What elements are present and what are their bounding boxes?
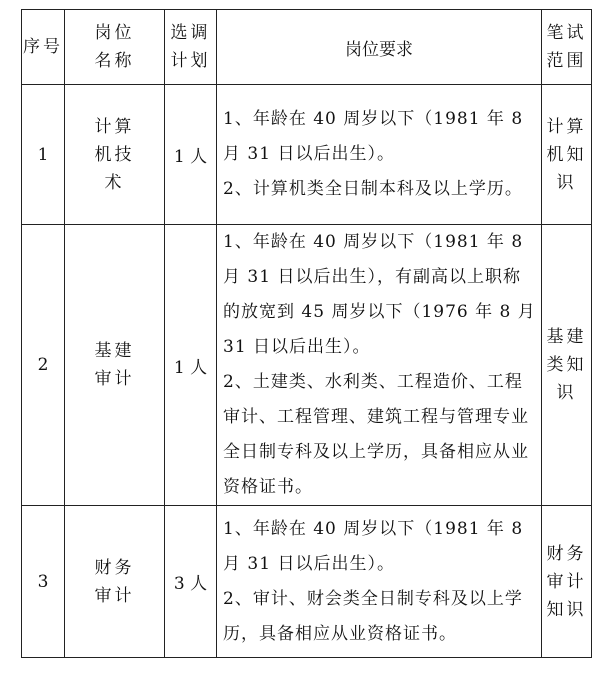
position-name: 财务审计	[65, 506, 165, 658]
requirement-line: 2、土建类、水利类、工程造价、工程审计、工程管理、建筑工程与管理专业全日制专科及以上学历，具备相应从业资格证书。	[223, 372, 529, 497]
requirement-line: 2、计算机类全日制本科及以上学历。	[223, 179, 523, 199]
position-name: 计算机技术	[65, 85, 165, 225]
requirement-line: 1、年龄在 40 周岁以下（1981 年 8 月 31 日以后出生），有副高以上职称的放宽到 45 周岁以下（1976 年 8 月 31 日以后出生）。	[223, 232, 536, 357]
header-exam: 笔试范围	[542, 10, 592, 85]
header-requirements: 岗位要求	[217, 10, 542, 85]
requirements-cell	[217, 225, 542, 506]
table-row	[22, 225, 592, 506]
exam-scope: 基建类知识	[542, 225, 592, 506]
table-row	[22, 506, 592, 658]
requirement-line: 1、年龄在 40 周岁以下（1981 年 8 月 31 日以后出生）。	[223, 109, 524, 164]
table-header-row	[22, 10, 592, 85]
header-no: 序号	[22, 10, 65, 85]
plan-count: 1 人	[165, 225, 217, 506]
positions-table	[21, 9, 592, 658]
exam-scope: 财务审计知识	[542, 506, 592, 658]
requirements-cell	[217, 506, 542, 658]
row-number: 1	[22, 85, 65, 225]
row-number: 2	[22, 225, 65, 506]
requirement-line: 2、审计、财会类全日制专科及以上学历，具备相应从业资格证书。	[223, 588, 523, 644]
header-plan: 选调计划	[165, 10, 217, 85]
plan-count: 3 人	[165, 506, 217, 658]
position-name: 基建审计	[65, 225, 165, 506]
row-number: 3	[22, 506, 65, 658]
requirements-cell	[217, 85, 542, 225]
table-row	[22, 85, 592, 225]
header-position: 岗位名称	[65, 10, 165, 85]
plan-count: 1 人	[165, 85, 217, 225]
exam-scope: 计算机知识	[542, 85, 592, 225]
requirement-line: 1、年龄在 40 周岁以下（1981 年 8 月 31 日以后出生）。	[223, 518, 524, 574]
